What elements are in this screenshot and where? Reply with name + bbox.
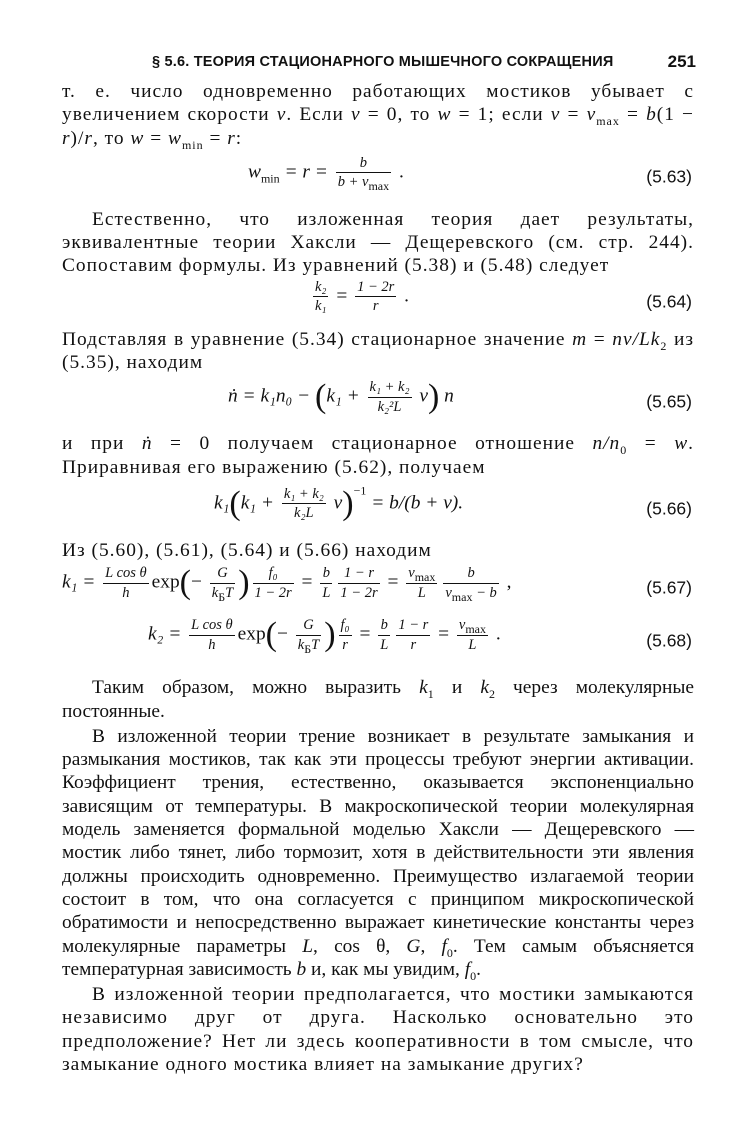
equation-5-63: $w_{min} = r$ = $\frac{b}{b + v_{max}}$ . (5.63): [248, 154, 692, 194]
equation-5-68: k₂ = $\frac{\text{L cos θ}}{h}$ exp(− $\frac{G}{k_БT}$ ) $\frac{\text{f₀}}{r}$ = $\frac{b}{L}$ $\frac{1 - r}{r}$ = $\frac{v_{max}}{L}$ . (5.68): [148, 616, 692, 656]
paragraph-2: Естественно, что изложенная теория дает результаты, эквивалентные теории Хаксли — Дещеревского (см. стр. 244). Сопоставим формулы. Из уравнений (5.38) и (5.48) следует: [62, 208, 694, 277]
paragraph-7: В изложенной теории трение возникает в результате замыкания и размыкания мостиков, так как эти процессы требуют энергии активации. Коэффициент трения, естественно, оказывается экспоненциально зависящим от температуры. В макроскопической теории молекулярная модель заменяется формальной моделью Хаксли — Дещеревского — мостик либо тянет, либо тормозит, хотя в действительности эти явления должны происходить одновременно. Преимущество излагаемой теории состоит в том, что она согласуется с принципом микроскопической обратимости и непосредственно выражает кинетические константы через молекулярные параметры L, cos θ, G, $f_0$. Тем самым объясняется температурная зависимость b и, как мы увидим, $f_0$.: [62, 725, 695, 983]
paragraph-4: и при ṅ = 0 получаем стационарное отношение $n/n_0 = w$. Приравнивая его выражению (5.62), получаем: [62, 433, 694, 478]
equation-5-66: k₁(k₁ + $\frac{\text{k₁ + k₂}}{\text{k₂L}}$ v)$^{-1}$ = b/(b + v). (5.66): [214, 483, 692, 522]
paragraph-5: Из (5.60), (5.61), (5.64) и (5.66) находим: [62, 539, 432, 561]
equation-number: (5.66): [646, 498, 692, 519]
equation-number: (5.63): [646, 166, 692, 187]
paragraph-8: В изложенной теории предполагается, что мостики замыкаются независимо друг от друга. Насколько основательно это предположение? Нет ли здесь кооперативности в том смысле, что замыкание одного мостика влияет на замыкание других?: [62, 984, 694, 1076]
equation-number: (5.65): [646, 391, 692, 412]
header-title: § 5.6. ТЕОРИЯ СТАЦИОНАРНОГО МЫШЕЧНОГО СОКРАЩЕНИЯ: [152, 54, 614, 70]
equation-number: (5.68): [646, 630, 692, 651]
paragraph-3: Подставляя в уравнение (5.34) стационарное значение $m = nv/Lk_2$ из (5.35), находим: [62, 328, 695, 374]
equation-5-67: k₁ = $\frac{\text{L cos θ}}{h}$ exp(− $\frac{G}{k_БT}$ ) $\frac{\text{f₀}}{1 - 2r}$ = $\frac{b}{L}$ $\frac{1 - r}{1 - 2r}$ = $\frac{v_{max}}{L}$ $\frac{b}{v_{max} - b}$ , (5.67): [62, 564, 692, 604]
equation-number: (5.67): [646, 577, 692, 598]
page: [62, 48, 694, 1076]
equation-5-64: $\frac{\text{k₂}}{\text{k₁}}$ = $\frac{1 - 2r}{r}$ . (5.64): [315, 278, 692, 315]
page-number: 251: [667, 52, 696, 71]
paragraph-1: т. е. число одновременно работающих мостиков убывает с увеличением скорости v. Если v = 0, то w = 1; если $v = v_{max} = b(1 - r)/r$, то $w = w_{min} = r$:: [62, 81, 694, 152]
equation-5-65: ṅ = k₁n₀ − (k₁ + $\frac{\text{k₁ + k₂}}{\text{k₂²L}}$ v) n (5.65): [228, 378, 692, 416]
equation-number: (5.64): [646, 291, 692, 312]
paragraph-6: Таким образом, можно выразить $k_1$ и $k_2$ через молекулярные постоянные.: [62, 677, 694, 722]
running-header: [62, 48, 694, 80]
